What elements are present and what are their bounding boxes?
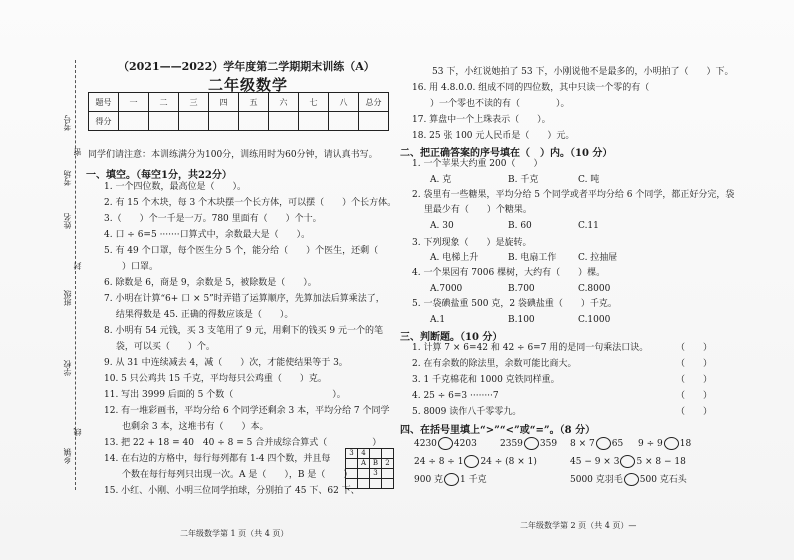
compare-circle[interactable] — [624, 473, 639, 486]
question-item: 13. 把 22 + 18 = 40 40 ÷ 8 = 5 合并成综合算式（ ） — [104, 438, 382, 448]
grid-cell: 4 — [358, 449, 370, 459]
seal-mark: 密 — [73, 148, 82, 156]
question-item: 袋，可以买（ ）个。 — [104, 342, 215, 352]
grid-cell: 2 — [382, 459, 394, 469]
choice-option: C. 拉抽屉 — [578, 253, 618, 263]
choice-option: A. 电梯上升 — [430, 253, 479, 263]
section-1-heading: 一、填空。（每空1分，共22分） — [86, 170, 232, 181]
question-item: 6. 除数是 6，商是 9，余数是 5，被除数是（ ）。 — [104, 278, 317, 288]
compare-item: 900 克 1 千克 — [414, 475, 487, 485]
choice-option: C.1000 — [578, 315, 611, 325]
grid-cell — [346, 469, 358, 479]
question-item: 17. 算盘中一个上珠表示（ ）。 — [412, 115, 551, 125]
score-header-cell: 六 — [269, 93, 299, 112]
footer-right: 二年级数学第 2 页（共 4 页）— — [520, 521, 637, 530]
grid-cell: A — [358, 459, 370, 469]
label-class: 班级 — [63, 290, 72, 306]
judge-item: 2. 在有余数的除法里，余数可能比商大。 — [412, 359, 577, 369]
score-header-cell: 一 — [119, 93, 149, 112]
choice-question: 5. 一袋碘盐重 500 克，2 袋碘盐重（ ）千克。 — [412, 299, 617, 309]
grid-cell — [346, 479, 358, 489]
choice-option: C.8000 — [578, 284, 611, 294]
choice-option: A. 30 — [430, 221, 454, 231]
grid-cell — [370, 449, 382, 459]
choice-option: B. 千克 — [508, 175, 539, 185]
binding-line — [75, 60, 76, 490]
question-item: 10. 5 只公鸡共 15 千克，平均每只公鸡重（ ）克。 — [104, 374, 327, 384]
question-item: 12. 有一堆彩画书，平均分给 6 个同学还剩余 3 本，平均分给 7 个同学 — [104, 406, 390, 416]
compare-circle[interactable] — [596, 437, 611, 450]
label-name: 姓名 — [63, 213, 72, 229]
judge-item: 3. 1 千克棉花和 1000 克铁同样重。 — [412, 375, 560, 385]
question-item: 7. 小明在计算“6+ 口 × 5”时弄错了运算顺序，先算加法后算乘法了， — [104, 294, 385, 304]
question-item: 18. 25 张 100 元人民币是（ ）元。 — [412, 131, 575, 141]
compare-item: 24 ÷ 8 ÷ 1 24 ÷ (8 × 1) — [414, 457, 537, 467]
compare-circle[interactable] — [620, 455, 635, 468]
grid-cell: B — [370, 459, 382, 469]
grid-cell: 3 — [370, 469, 382, 479]
score-header-cell: 四 — [209, 93, 239, 112]
score-header-cell: 八 — [329, 93, 359, 112]
compare-item: 8 × 7 65 — [570, 439, 624, 449]
subject-title: 二年级数学 — [208, 76, 289, 94]
answer-bracket[interactable]: （ ） — [676, 407, 713, 417]
score-cell[interactable] — [209, 112, 239, 131]
question-item: 53 下，小红说她拍了 53 下，小刚说他不是最多的，小明拍了（ ）下。 — [432, 67, 734, 77]
grid-cell — [382, 449, 394, 459]
score-header-cell: 总分 — [359, 93, 389, 112]
label-school: 学校 — [63, 360, 72, 376]
judge-item: 5. 8009 读作八千零零九。 — [412, 407, 522, 417]
question-item: 14. 在右边的方格中，每行每列都有 1-4 四个数，并且每 — [104, 454, 331, 464]
choice-option: A.7000 — [430, 284, 463, 294]
choice-option: C.11 — [578, 221, 599, 231]
choice-question: 3. 下列现象（ ）是旋转。 — [412, 238, 532, 248]
choice-option: B.100 — [508, 315, 535, 325]
question-item: 3.（ ）个一千是一万。780 里面有（ ）个十。 — [104, 214, 322, 224]
label-exam-room: 考场 — [63, 170, 72, 186]
choice-question: 2. 袋里有一些糖果，平均分给 5 个同学或者平均分给 6 个同学，都正好分完，袋 — [412, 190, 735, 200]
label-township: 乡镇 — [63, 448, 72, 464]
question-item: 16. 用 4.8.0.0. 组成不同的四位数，其中只读一个零的有（ — [412, 83, 650, 93]
number-grid — [345, 448, 394, 489]
compare-circle[interactable] — [438, 437, 453, 450]
question-item: 结果得数是 45. 正确的得数应该是（ ）。 — [104, 310, 294, 320]
question-item: 也剩余 3 本，这堆书有（ ）本。 — [104, 422, 269, 432]
choice-question: 1. 一个苹果大约重 200（ ） — [412, 159, 543, 169]
question-item: 11. 写出 3999 后面的 5 个数（ ）。 — [104, 390, 346, 400]
grid-cell: 3 — [346, 449, 358, 459]
score-cell[interactable] — [269, 112, 299, 131]
choice-question: 4. 一个果园有 7006 棵树，大约有（ ）棵。 — [412, 268, 606, 278]
compare-circle[interactable] — [444, 473, 459, 486]
grid-cell — [382, 469, 394, 479]
seal-mark: 线 — [73, 428, 82, 436]
answer-bracket[interactable]: （ ） — [676, 359, 713, 369]
score-header-cell: 七 — [299, 93, 329, 112]
choice-option: B. 60 — [508, 221, 532, 231]
compare-circle[interactable] — [664, 437, 679, 450]
grid-cell — [358, 479, 370, 489]
compare-circle[interactable] — [464, 455, 479, 468]
question-item: ）口罩。 — [104, 262, 159, 272]
seal-mark: 封 — [73, 262, 82, 270]
score-table — [88, 92, 389, 131]
score-header-cell: 题号 — [89, 93, 119, 112]
grid-cell — [346, 459, 358, 469]
question-item: 8. 小明有 54 元钱，买 3 支笔用了 9 元，用剩下的钱买 9 元一个的笔 — [104, 326, 383, 336]
label-exam-number: 考号 — [63, 115, 72, 131]
score-header-cell: 三 — [179, 93, 209, 112]
question-item: 9. 从 31 中连续减去 4，减（ ）次，才能使结果等于 3。 — [104, 358, 348, 368]
question-item: ）一个零也不读的有（ ）。 — [412, 99, 570, 109]
choice-option: A. 克 — [430, 175, 452, 185]
answer-bracket[interactable]: （ ） — [676, 375, 713, 385]
score-row-label: 得分 — [89, 112, 119, 131]
judge-item: 4. 25 ÷ 6=3 ········7 — [412, 391, 499, 401]
compare-circle[interactable] — [524, 437, 539, 450]
answer-bracket[interactable]: （ ） — [676, 391, 713, 401]
question-item: 15. 小红、小刚、小明三位同学拍球，分别拍了 45 下、62 下、 — [104, 486, 360, 496]
section-3-heading: 三、判断题。（10 分） — [400, 332, 503, 343]
compare-item: 2359 359 — [500, 439, 558, 449]
score-cell[interactable] — [119, 112, 149, 131]
footer-left: 二年级数学第 1 页（共 4 页） — [180, 529, 289, 538]
compare-item: 9 ÷ 9 18 — [638, 439, 692, 449]
compare-item: 5000 克羽毛 500 克石头 — [570, 475, 687, 485]
score-cell[interactable] — [359, 112, 389, 131]
section-2-heading: 二、把正确答案的序号填在（ ）内。（10 分） — [400, 148, 613, 159]
score-cell[interactable] — [329, 112, 359, 131]
score-header-cell: 五 — [239, 93, 269, 112]
choice-option: A.1 — [430, 315, 446, 325]
score-cell[interactable] — [299, 112, 329, 131]
question-item: 5. 有 49 个口罩，每个医生分 5 个，能分给（ ）个医生，还剩（ — [104, 246, 379, 256]
score-cell[interactable] — [149, 112, 179, 131]
question-item: 4. 口 ÷ 6=5 ·······口算式中，余数最大是（ ）。 — [104, 230, 311, 240]
choice-option: C. 吨 — [578, 175, 600, 185]
exam-title: （2021——2022）学年度第二学期期末训练（A） — [118, 60, 375, 73]
grid-cell — [370, 479, 382, 489]
choice-option: B.700 — [508, 284, 535, 294]
question-item: 2. 有 15 个木块，每 3 个木块摆一个长方体，可以摆（ ）个长方体。 — [104, 198, 397, 208]
choice-question: 里最少有（ ）个糖果。 — [412, 205, 532, 215]
score-cell[interactable] — [179, 112, 209, 131]
compare-item: 45 − 9 × 3 5 × 8 − 18 — [570, 457, 686, 467]
question-item: 1. 一个四位数，最高位是（ ）。 — [104, 182, 246, 192]
choice-option: B. 电扇工作 — [508, 253, 557, 263]
question-item: 个数在每行每列只出现一次。A 是（ ），B 是（ ） — [104, 470, 353, 480]
score-header-cell: 二 — [149, 93, 179, 112]
notice: 同学们请注意：本训练满分为100分，训练用时为60分钟，请认真书写。 — [88, 150, 378, 160]
section-4-heading: 四、在括号里填上“>”“<”或“=”。（8 分） — [400, 425, 596, 436]
answer-bracket[interactable]: （ ） — [676, 343, 713, 353]
compare-item: 4230 4203 — [414, 439, 477, 449]
judge-item: 1. 计算 7 × 6=42 和 42 ÷ 6=7 用的是同一句乘法口诀。 — [412, 343, 649, 353]
grid-cell — [382, 479, 394, 489]
grid-cell — [358, 469, 370, 479]
score-cell[interactable] — [239, 112, 269, 131]
